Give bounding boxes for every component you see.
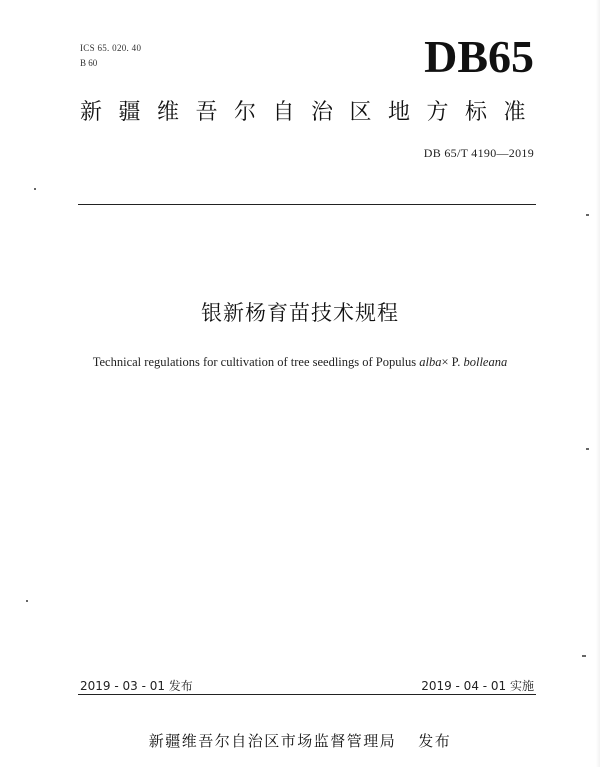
english-title-bolleana: bolleana xyxy=(463,355,508,369)
english-title xyxy=(0,355,600,370)
bottom-divider xyxy=(78,694,536,695)
english-title-alba: alba xyxy=(419,355,442,369)
scan-speck xyxy=(586,448,589,450)
chinese-title: 银新杨育苗技术规程 xyxy=(201,301,399,325)
standard-type: 新疆维吾尔自治区地方标准 xyxy=(80,100,543,125)
issue-date: 2019 - 03 - 01 发布 xyxy=(80,679,193,693)
ics-code: ICS 65. 020. 40 xyxy=(80,43,142,53)
english-title-p: P. xyxy=(448,355,464,369)
english-title-cross: × xyxy=(441,355,449,369)
issuer-action: 发布 xyxy=(418,732,452,750)
top-divider xyxy=(78,204,536,205)
ccs-code: B 60 xyxy=(80,58,98,68)
scan-speck xyxy=(586,214,589,216)
standard-logo: DB65 xyxy=(424,31,534,82)
standard-number: DB 65/T 4190—2019 xyxy=(423,146,534,160)
scan-speck xyxy=(34,188,36,190)
implementation-date: 2019 - 04 - 01 实施 xyxy=(421,679,534,693)
scan-speck xyxy=(582,655,586,657)
scan-speck xyxy=(26,600,28,602)
issuer-name: 新疆维吾尔自治区市场监督管理局 xyxy=(148,732,397,750)
scan-edge-shadow xyxy=(596,0,600,767)
issuer-line xyxy=(0,730,600,751)
english-title-prefix: Technical regulations for cultivation of tree seedlings of Populus xyxy=(92,355,420,369)
